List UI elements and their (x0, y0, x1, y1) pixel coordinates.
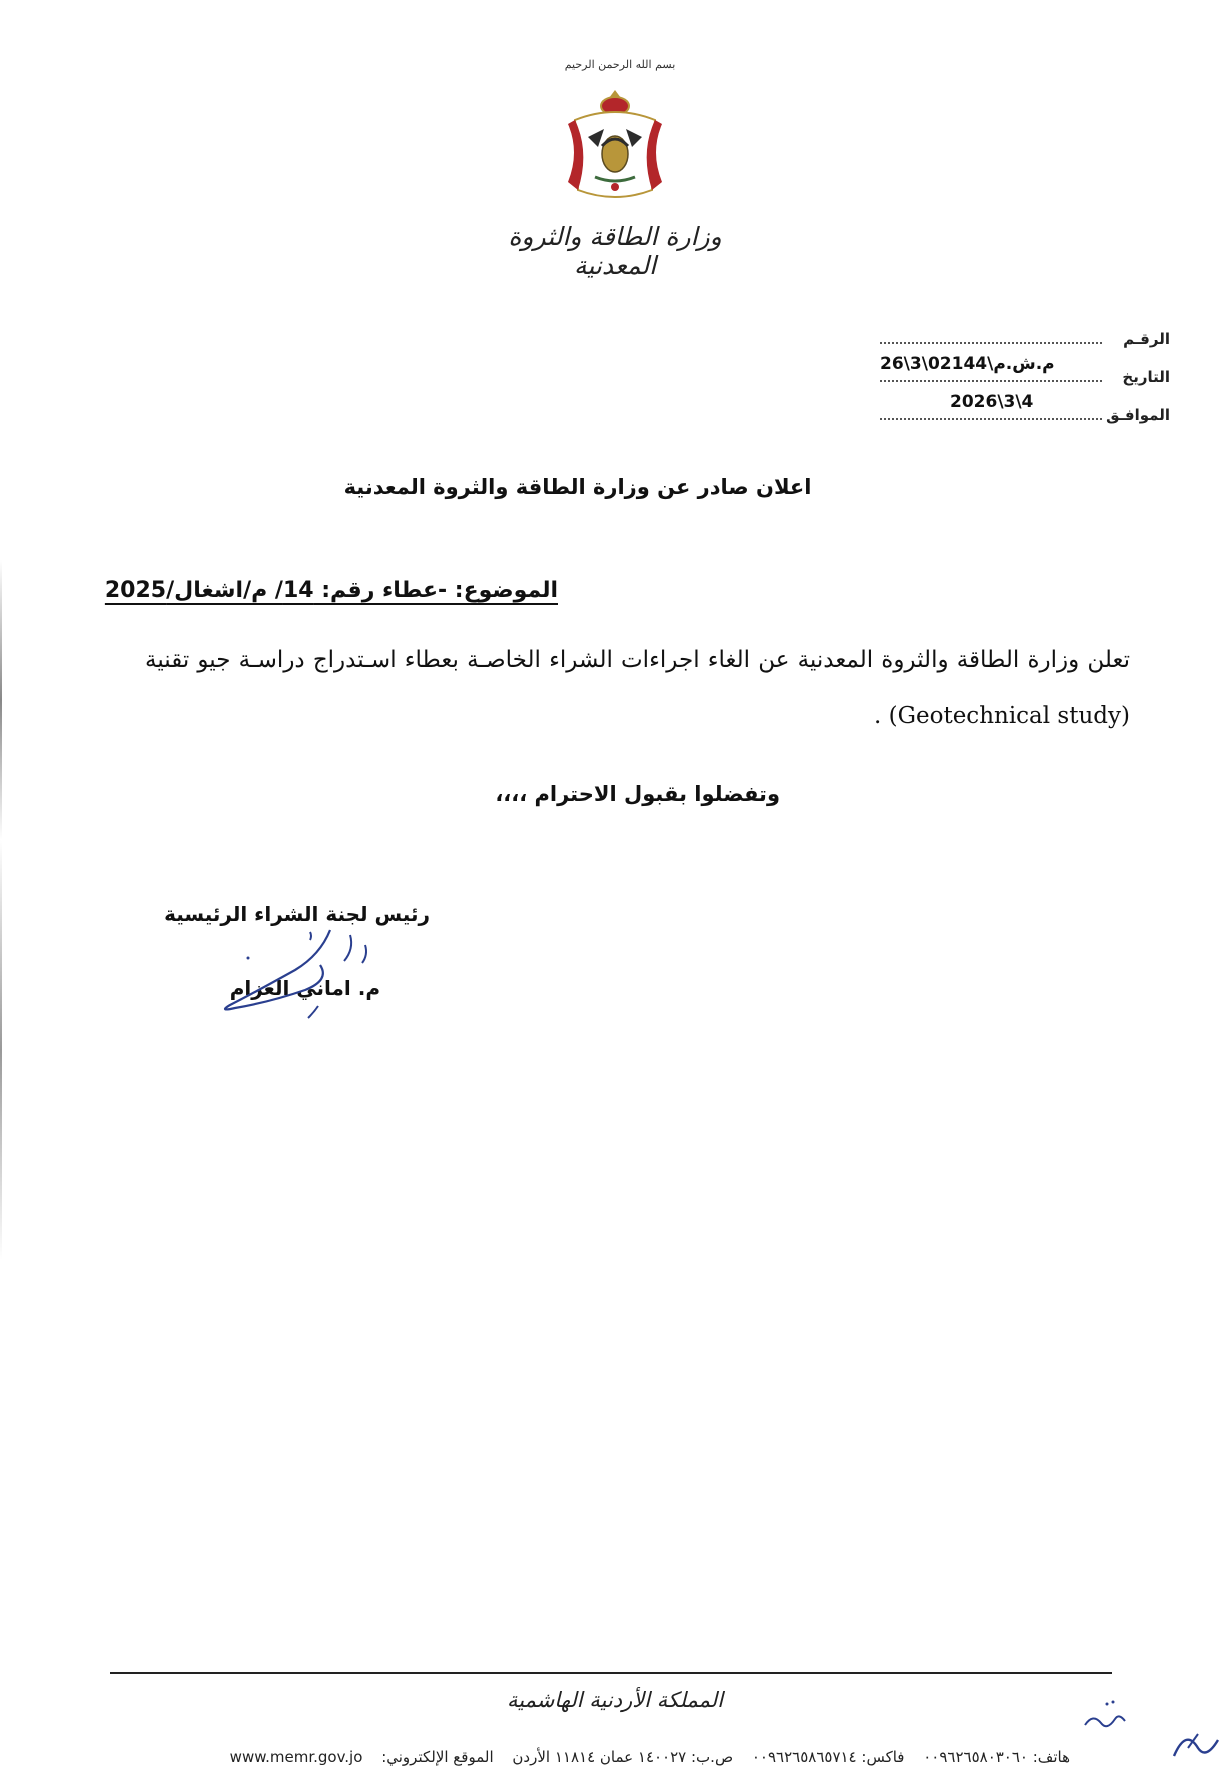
handwritten-note (1075, 1690, 1145, 1740)
reference-number-row (880, 330, 1170, 374)
handwritten-signature (210, 910, 410, 1030)
reference-hijri-label: الموافـق (1106, 406, 1170, 424)
royal-emblem-icon (560, 82, 670, 212)
footer-phone: هاتف: ٠٠٩٦٢٦٥٨٠٣٠٦٠ (923, 1748, 1070, 1766)
reference-date-value: 2026\3\4 (950, 392, 1034, 412)
dotted-line (880, 418, 1102, 420)
dotted-line (880, 342, 1102, 344)
kingdom-calligraphy: المملكة الأردنية الهاشمية (506, 1688, 724, 1712)
ministry-calligraphy: وزارة الطاقة والثروة المعدنية (508, 222, 722, 280)
footer-contact-line (130, 1748, 1070, 1766)
basmala-text: بسم الله الرحمن الرحيم (564, 58, 676, 71)
announcement-heading: اعلان صادر عن وزارة الطاقة والثروة المعدنية (343, 475, 812, 499)
handwritten-initials (1168, 1718, 1224, 1766)
scan-edge-mark (0, 560, 2, 1260)
footer-website-label: الموقع الإلكتروني: (381, 1748, 494, 1766)
footer-divider (110, 1672, 1112, 1674)
reference-number-label: الرقـم (1123, 330, 1170, 348)
closing-greeting: وتفضلوا بقبول الاحترام ،،،، (495, 782, 780, 806)
announcement-body: تعلن وزارة الطاقة والثروة المعدنية عن الغاء اجراءات الشراء الخاصـة بعطاء اسـتدراج دراسـة جيو تقنية (Geotechnical study) . (145, 647, 1130, 729)
reference-number-value: م.ش.م\02144\3\26 (880, 354, 1055, 374)
dotted-line (880, 380, 1102, 382)
subject-text: الموضوع: -عطاء رقم: 14/ م/اشغال/2025 (104, 578, 558, 603)
footer-fax: فاكس: ٠٠٩٦٢٦٥٨٦٥٧١٤ (751, 1748, 905, 1766)
announcement-subject (105, 578, 558, 603)
signatory-name: م. اماني العزام (229, 976, 380, 1000)
footer-pobox: ص.ب: ١٤٠٠٢٧ عمان ١١٨١٤ الأردن (512, 1748, 734, 1766)
reference-block (880, 330, 1170, 444)
reference-hijri-row (880, 406, 1170, 444)
signatory-title: رئيس لجنة الشراء الرئيسية (164, 902, 430, 926)
footer-website-link[interactable]: www.memr.gov.jo (229, 1748, 363, 1766)
reference-date-label: التاريخ (1122, 368, 1170, 386)
reference-date-row (880, 368, 1170, 412)
